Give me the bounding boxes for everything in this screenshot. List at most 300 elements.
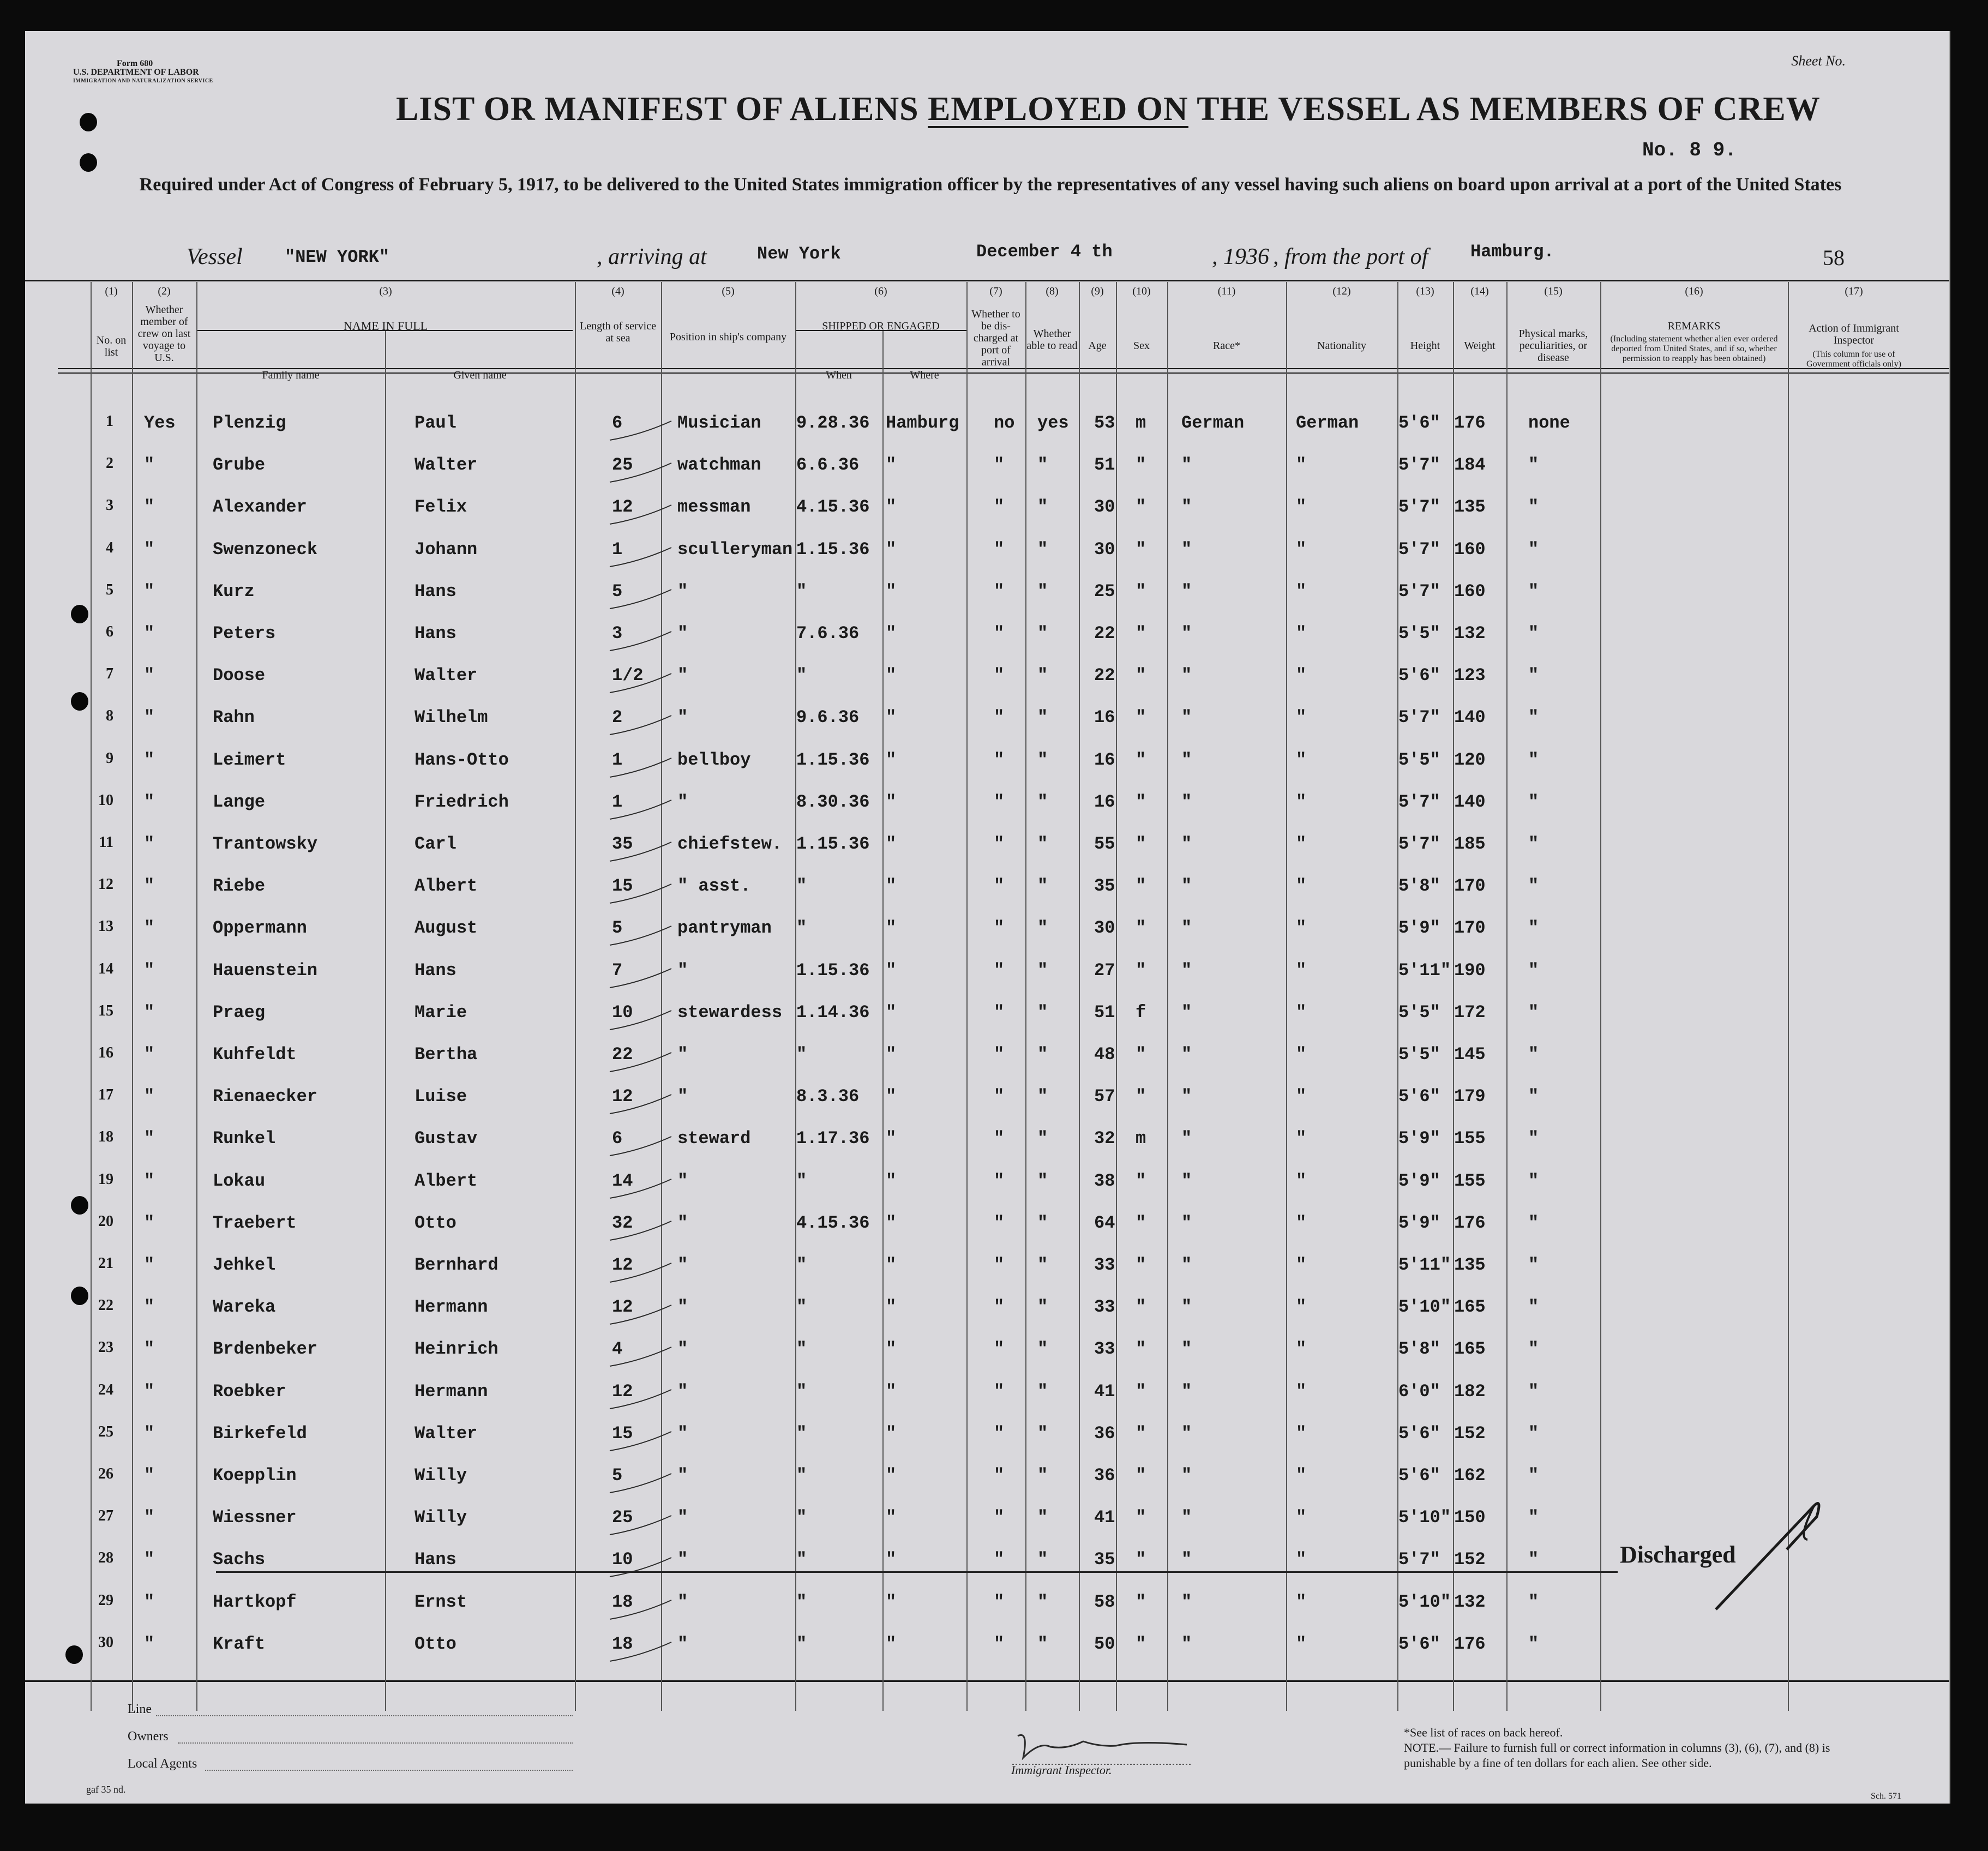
- row-number: 27: [98, 1507, 113, 1524]
- cell-family-name: Grube: [213, 455, 266, 475]
- cell-when: 1.14.36: [796, 1002, 870, 1023]
- cell-where: ": [886, 539, 897, 560]
- cell-service-length: 1/2: [612, 665, 644, 686]
- service-check-mark: [609, 1387, 674, 1414]
- cell-weight: 170: [1454, 918, 1486, 938]
- cell-age: 36: [1094, 1465, 1115, 1486]
- col-number: (1): [105, 285, 118, 297]
- cell-given-name: Hans: [415, 623, 457, 644]
- cell-height: 5'6": [1398, 413, 1440, 433]
- cell-age: 35: [1094, 1549, 1115, 1570]
- cell-weight: 160: [1454, 581, 1486, 602]
- cell-when: 9.6.36: [796, 707, 860, 728]
- cell-discharged: ": [994, 1002, 1005, 1023]
- cell-position: ": [677, 1634, 688, 1654]
- service-check-mark: [609, 1050, 674, 1077]
- table-row: [25, 1086, 1949, 1129]
- title-underlined: EMPLOYED ON: [928, 91, 1188, 128]
- service-check-mark: [609, 966, 674, 993]
- cell-service-length: 18: [612, 1634, 633, 1654]
- cell-where: ": [886, 1339, 897, 1359]
- cell-height: 5'10": [1398, 1592, 1451, 1612]
- cell-able-read: ": [1037, 1423, 1048, 1444]
- page-number: 58: [1823, 245, 1845, 270]
- cell-height: 5'6": [1398, 665, 1440, 686]
- cell-last-voyage: ": [144, 1086, 155, 1107]
- header-action-note: (This column for use of Government officials only): [1806, 350, 1901, 369]
- cell-last-voyage: ": [144, 497, 155, 517]
- cell-physical-marks: ": [1528, 1465, 1539, 1486]
- cell-when: ": [796, 1549, 807, 1570]
- service-check-mark: [609, 1471, 674, 1498]
- col-number: (10): [1132, 285, 1151, 297]
- cell-position: ": [677, 1044, 688, 1065]
- header-race: Race*: [1213, 340, 1240, 352]
- row-number: 10: [98, 792, 113, 809]
- cell-position: ": [677, 1549, 688, 1570]
- cell-age: 22: [1094, 623, 1115, 644]
- cell-height: 5'9": [1398, 1213, 1440, 1233]
- cell-able-read: ": [1037, 497, 1048, 517]
- cell-service-length: 32: [612, 1213, 633, 1233]
- cell-sex: ": [1136, 665, 1146, 686]
- cell-sex: m: [1136, 413, 1146, 433]
- cell-race: ": [1181, 1044, 1192, 1065]
- cell-height: 5'11": [1398, 960, 1451, 981]
- cell-nationality: ": [1296, 1465, 1307, 1486]
- cell-height: 5'7": [1398, 455, 1440, 475]
- cell-position: ": [677, 1465, 688, 1486]
- table-row: [25, 1592, 1949, 1634]
- cell-discharged: ": [994, 1634, 1005, 1654]
- header-physical-marks: Physical marks, peculiarities, or disease: [1518, 328, 1588, 364]
- cell-able-read: ": [1037, 1002, 1048, 1023]
- cell-position: messman: [677, 497, 751, 517]
- cell-nationality: ": [1296, 1549, 1307, 1570]
- cell-age: 33: [1094, 1297, 1115, 1317]
- arriving-label: , arriving at: [597, 244, 707, 269]
- cell-race: ": [1181, 581, 1192, 602]
- cell-discharged: ": [994, 960, 1005, 981]
- cell-race: ": [1181, 1297, 1192, 1317]
- cell-race: ": [1181, 750, 1192, 770]
- cell-family-name: Roebker: [213, 1381, 286, 1402]
- cell-given-name: Otto: [415, 1213, 457, 1233]
- col-number: (3): [379, 285, 392, 297]
- cell-race: ": [1181, 1507, 1192, 1528]
- cell-service-length: 10: [612, 1002, 633, 1023]
- cell-when: ": [796, 876, 807, 896]
- cell-when: 1.17.36: [796, 1128, 870, 1149]
- cell-weight: 162: [1454, 1465, 1486, 1486]
- service-check-mark: [609, 1260, 674, 1288]
- cell-where: ": [886, 1213, 897, 1233]
- table-row: [25, 960, 1949, 1003]
- cell-service-length: 6: [612, 413, 623, 433]
- table-row: [25, 1381, 1949, 1424]
- service-check-mark: [609, 629, 674, 656]
- cell-sex: ": [1136, 876, 1146, 896]
- cell-sex: ": [1136, 623, 1146, 644]
- cell-discharged: ": [994, 1507, 1005, 1528]
- cell-given-name: Wilhelm: [415, 707, 488, 728]
- cell-discharged: ": [994, 1465, 1005, 1486]
- cell-able-read: ": [1037, 1339, 1048, 1359]
- cell-when: ": [796, 1465, 807, 1486]
- col-number: (4): [611, 285, 624, 297]
- cell-nationality: ": [1296, 1507, 1307, 1528]
- cell-race: ": [1181, 1592, 1192, 1612]
- cell-discharged: ": [994, 1128, 1005, 1149]
- service-name: IMMIGRATION AND NATURALIZATION SERVICE: [73, 78, 213, 84]
- cell-nationality: ": [1296, 665, 1307, 686]
- cell-service-length: 5: [612, 1465, 623, 1486]
- cell-when: 6.6.36: [796, 455, 860, 475]
- cell-where: ": [886, 665, 897, 686]
- cell-family-name: Kraft: [213, 1634, 266, 1654]
- cell-race: ": [1181, 665, 1192, 686]
- cell-able-read: ": [1037, 1213, 1048, 1233]
- cell-where: ": [886, 581, 897, 602]
- cell-given-name: Gustav: [415, 1128, 478, 1149]
- cell-weight: 132: [1454, 623, 1486, 644]
- cell-position: ": [677, 1255, 688, 1275]
- schedule-code: Sch. 571: [1871, 1792, 1901, 1801]
- cell-family-name: Trantowsky: [213, 834, 318, 854]
- col-number: (14): [1470, 285, 1489, 297]
- cell-where: ": [886, 1171, 897, 1191]
- header-family-name: Family name: [262, 369, 320, 381]
- cell-physical-marks: ": [1528, 497, 1539, 517]
- cell-age: 16: [1094, 750, 1115, 770]
- cell-discharged: ": [994, 1171, 1005, 1191]
- cell-given-name: Albert: [415, 876, 478, 896]
- cell-height: 5'9": [1398, 1128, 1440, 1149]
- cell-when: 7.6.36: [796, 623, 860, 644]
- cell-given-name: Hermann: [415, 1381, 488, 1402]
- cell-able-read: ": [1037, 1592, 1048, 1612]
- cell-race: ": [1181, 707, 1192, 728]
- cell-nationality: ": [1296, 1255, 1307, 1275]
- table-row: [25, 623, 1949, 666]
- cell-able-read: ": [1037, 834, 1048, 854]
- cell-last-voyage: ": [144, 1634, 155, 1654]
- cell-last-voyage: ": [144, 1381, 155, 1402]
- cell-last-voyage: ": [144, 1465, 155, 1486]
- cell-able-read: ": [1037, 792, 1048, 812]
- cell-where: ": [886, 1549, 897, 1570]
- row-number: 25: [98, 1423, 113, 1440]
- cell-given-name: Albert: [415, 1171, 478, 1191]
- cell-physical-marks: ": [1528, 918, 1539, 938]
- cell-sex: ": [1136, 1044, 1146, 1065]
- cell-given-name: Marie: [415, 1002, 467, 1023]
- cell-physical-marks: ": [1528, 1086, 1539, 1107]
- cell-nationality: ": [1296, 623, 1307, 644]
- cell-nationality: ": [1296, 792, 1307, 812]
- table-row: [25, 1465, 1949, 1508]
- cell-given-name: Hans-Otto: [415, 750, 509, 770]
- cell-last-voyage: ": [144, 1255, 155, 1275]
- cell-discharged: no: [994, 413, 1015, 433]
- cell-service-length: 1: [612, 539, 623, 560]
- service-check-mark: [609, 1555, 674, 1582]
- service-check-mark: [609, 1008, 674, 1035]
- row-number: 30: [98, 1634, 113, 1651]
- cell-last-voyage: ": [144, 707, 155, 728]
- col-number: (9): [1091, 285, 1104, 297]
- table-row: [25, 876, 1949, 918]
- cell-given-name: Willy: [415, 1507, 467, 1528]
- cell-sex: m: [1136, 1128, 1146, 1149]
- cell-height: 5'7": [1398, 834, 1440, 854]
- footer-owners-label: Owners: [128, 1729, 169, 1744]
- cell-physical-marks: ": [1528, 1549, 1539, 1570]
- cell-race: ": [1181, 834, 1192, 854]
- arrival-year: , 1936: [1212, 244, 1269, 269]
- cell-age: 25: [1094, 581, 1115, 602]
- header-when: When: [826, 369, 852, 381]
- cell-physical-marks: ": [1528, 581, 1539, 602]
- inspector-signature: [1007, 1725, 1203, 1769]
- cell-physical-marks: ": [1528, 1423, 1539, 1444]
- cell-where: ": [886, 1128, 897, 1149]
- table-row: [25, 1002, 1949, 1045]
- cell-nationality: ": [1296, 1002, 1307, 1023]
- table-row: [25, 455, 1949, 497]
- page-title: [396, 90, 1821, 129]
- cell-family-name: Hauenstein: [213, 960, 318, 981]
- cell-family-name: Kuhfeldt: [213, 1044, 297, 1065]
- cell-discharged: ": [994, 1297, 1005, 1317]
- cell-able-read: ": [1037, 750, 1048, 770]
- table-row: [25, 581, 1949, 624]
- cell-given-name: Walter: [415, 455, 478, 475]
- cell-sex: ": [1136, 455, 1146, 475]
- cell-age: 41: [1094, 1381, 1115, 1402]
- cell-sex: ": [1136, 1171, 1146, 1191]
- cell-last-voyage: Yes: [144, 413, 176, 433]
- cell-position: ": [677, 707, 688, 728]
- cell-where: ": [886, 750, 897, 770]
- cell-discharged: ": [994, 1381, 1005, 1402]
- cell-last-voyage: ": [144, 623, 155, 644]
- table-row: [25, 413, 1949, 455]
- cell-position: chiefstew.: [677, 834, 783, 854]
- cell-nationality: ": [1296, 1423, 1307, 1444]
- discharged-pen-mark: [1705, 1484, 1836, 1620]
- cell-race: ": [1181, 918, 1192, 938]
- cell-last-voyage: ": [144, 792, 155, 812]
- cell-discharged: ": [994, 1086, 1005, 1107]
- cell-where: Hamburg: [886, 413, 959, 433]
- cell-when: 1.15.36: [796, 960, 870, 981]
- table-row: [25, 1339, 1949, 1381]
- cell-sex: ": [1136, 1465, 1146, 1486]
- row-number: 23: [98, 1339, 113, 1356]
- cell-discharged: ": [994, 581, 1005, 602]
- cell-given-name: Heinrich: [415, 1339, 498, 1359]
- service-check-mark: [609, 1597, 674, 1625]
- cell-race: ": [1181, 1213, 1192, 1233]
- table-row: [25, 1423, 1949, 1466]
- cell-service-length: 15: [612, 876, 633, 896]
- cell-position: ": [677, 581, 688, 602]
- cell-height: 5'6": [1398, 1634, 1440, 1654]
- cell-position: ": [677, 623, 688, 644]
- header-member-last-voyage: Whether member of crew on last voyage to U.S.: [137, 304, 191, 364]
- cell-discharged: ": [994, 1213, 1005, 1233]
- cell-physical-marks: ": [1528, 1634, 1539, 1654]
- cell-where: ": [886, 1381, 897, 1402]
- cell-nationality: German: [1296, 413, 1359, 433]
- cell-physical-marks: ": [1528, 1128, 1539, 1149]
- row-number: 15: [98, 1002, 113, 1019]
- cell-given-name: Hans: [415, 1549, 457, 1570]
- table-row: [25, 1634, 1949, 1676]
- cell-family-name: Traebert: [213, 1213, 297, 1233]
- cell-when: 1.15.36: [796, 750, 870, 770]
- cell-last-voyage: ": [144, 750, 155, 770]
- cell-given-name: August: [415, 918, 478, 938]
- service-check-mark: [609, 1344, 674, 1372]
- cell-position: ": [677, 1592, 688, 1612]
- cell-sex: ": [1136, 918, 1146, 938]
- cell-age: 36: [1094, 1423, 1115, 1444]
- cell-sex: ": [1136, 1086, 1146, 1107]
- cell-last-voyage: ": [144, 1339, 155, 1359]
- cell-height: 5'6": [1398, 1086, 1440, 1107]
- row-number: 18: [98, 1128, 113, 1145]
- cell-where: ": [886, 1592, 897, 1612]
- cell-discharged: ": [994, 1255, 1005, 1275]
- cell-last-voyage: ": [144, 918, 155, 938]
- cell-last-voyage: ": [144, 1128, 155, 1149]
- cell-service-length: 14: [612, 1171, 633, 1191]
- cell-nationality: ": [1296, 1634, 1307, 1654]
- cell-last-voyage: ": [144, 1549, 155, 1570]
- cell-sex: ": [1136, 1297, 1146, 1317]
- cell-age: 22: [1094, 665, 1115, 686]
- cell-nationality: ": [1296, 1297, 1307, 1317]
- cell-race: ": [1181, 876, 1192, 896]
- cell-position: " asst.: [677, 876, 751, 896]
- cell-given-name: Friedrich: [415, 792, 509, 812]
- cell-discharged: ": [994, 792, 1005, 812]
- cell-service-length: 1: [612, 750, 623, 770]
- cell-given-name: Johann: [415, 539, 478, 560]
- cell-nationality: ": [1296, 1381, 1307, 1402]
- cell-weight: 123: [1454, 665, 1486, 686]
- cell-weight: 140: [1454, 792, 1486, 812]
- cell-position: watchman: [677, 455, 761, 475]
- cell-when: 1.15.36: [796, 834, 870, 854]
- cell-family-name: Koepplin: [213, 1465, 297, 1486]
- cell-discharged: ": [994, 750, 1005, 770]
- col-number: (13): [1416, 285, 1434, 297]
- from-port: Hamburg.: [1470, 242, 1554, 262]
- footer-line-label: Line: [128, 1702, 152, 1716]
- cell-last-voyage: ": [144, 1507, 155, 1528]
- row-number: 20: [98, 1213, 113, 1230]
- penalty-note: NOTE.— Failure to furnish full or correct information in columns (3), (6), (7), and (8) is punishable by a fine of ten dollars for each alien. See other side.: [1404, 1741, 1830, 1770]
- row-number: 16: [98, 1044, 113, 1061]
- cell-family-name: Birkefeld: [213, 1423, 307, 1444]
- cell-able-read: ": [1037, 960, 1048, 981]
- cell-when: ": [796, 1297, 807, 1317]
- cell-race: ": [1181, 455, 1192, 475]
- cell-service-length: 1: [612, 792, 623, 812]
- footer-line-field: [156, 1714, 573, 1716]
- cell-last-voyage: ": [144, 1213, 155, 1233]
- print-code: gaf 35 nd.: [86, 1784, 126, 1795]
- row-number: 21: [98, 1255, 113, 1272]
- cell-when: 4.15.36: [796, 1213, 870, 1233]
- header-discharged: Whether to be dis-charged at port of arrival: [971, 308, 1020, 368]
- service-check-mark: [609, 671, 674, 698]
- table-row: [25, 1128, 1949, 1171]
- cell-when: ": [796, 1507, 807, 1528]
- cell-when: ": [796, 1634, 807, 1654]
- cell-weight: 152: [1454, 1423, 1486, 1444]
- cell-height: 5'5": [1398, 750, 1440, 770]
- cell-given-name: Willy: [415, 1465, 467, 1486]
- cell-height: 5'9": [1398, 918, 1440, 938]
- cell-age: 32: [1094, 1128, 1115, 1149]
- cell-service-length: 12: [612, 497, 633, 517]
- cell-physical-marks: ": [1528, 455, 1539, 475]
- cell-height: 5'8": [1398, 876, 1440, 896]
- cell-service-length: 5: [612, 581, 623, 602]
- service-check-mark: [609, 1134, 674, 1161]
- cell-given-name: Luise: [415, 1086, 467, 1107]
- cell-physical-marks: ": [1528, 1171, 1539, 1191]
- cell-able-read: ": [1037, 455, 1048, 475]
- cell-given-name: Hans: [415, 960, 457, 981]
- header-sex: Sex: [1133, 340, 1150, 352]
- cell-able-read: ": [1037, 1634, 1048, 1654]
- cell-weight: 190: [1454, 960, 1486, 981]
- cell-where: ": [886, 834, 897, 854]
- cell-discharged: ": [994, 1423, 1005, 1444]
- cell-family-name: Doose: [213, 665, 266, 686]
- cell-when: ": [796, 1381, 807, 1402]
- cell-nationality: ": [1296, 960, 1307, 981]
- cell-physical-marks: ": [1528, 834, 1539, 854]
- row-number: 11: [99, 834, 113, 851]
- cell-age: 55: [1094, 834, 1115, 854]
- vessel-name: "NEW YORK": [285, 247, 390, 267]
- cell-physical-marks: ": [1528, 750, 1539, 770]
- col-number: (11): [1217, 285, 1236, 297]
- cell-last-voyage: ": [144, 1171, 155, 1191]
- cell-family-name: Leimert: [213, 750, 286, 770]
- row-number: 7: [106, 665, 113, 682]
- cell-age: 51: [1094, 1002, 1115, 1023]
- cell-given-name: Carl: [415, 834, 457, 854]
- cell-discharged: ": [994, 1044, 1005, 1065]
- cell-nationality: ": [1296, 918, 1307, 938]
- cell-sex: ": [1136, 960, 1146, 981]
- cell-family-name: Rahn: [213, 707, 255, 728]
- cell-nationality: ": [1296, 581, 1307, 602]
- from-port-label: , from the port of: [1273, 244, 1428, 269]
- cell-discharged: ": [994, 539, 1005, 560]
- cell-last-voyage: ": [144, 1592, 155, 1612]
- header-action-inspector: Action of Immigrant Inspector: [1809, 322, 1899, 346]
- cell-sex: ": [1136, 1592, 1146, 1612]
- table-row: [25, 539, 1949, 582]
